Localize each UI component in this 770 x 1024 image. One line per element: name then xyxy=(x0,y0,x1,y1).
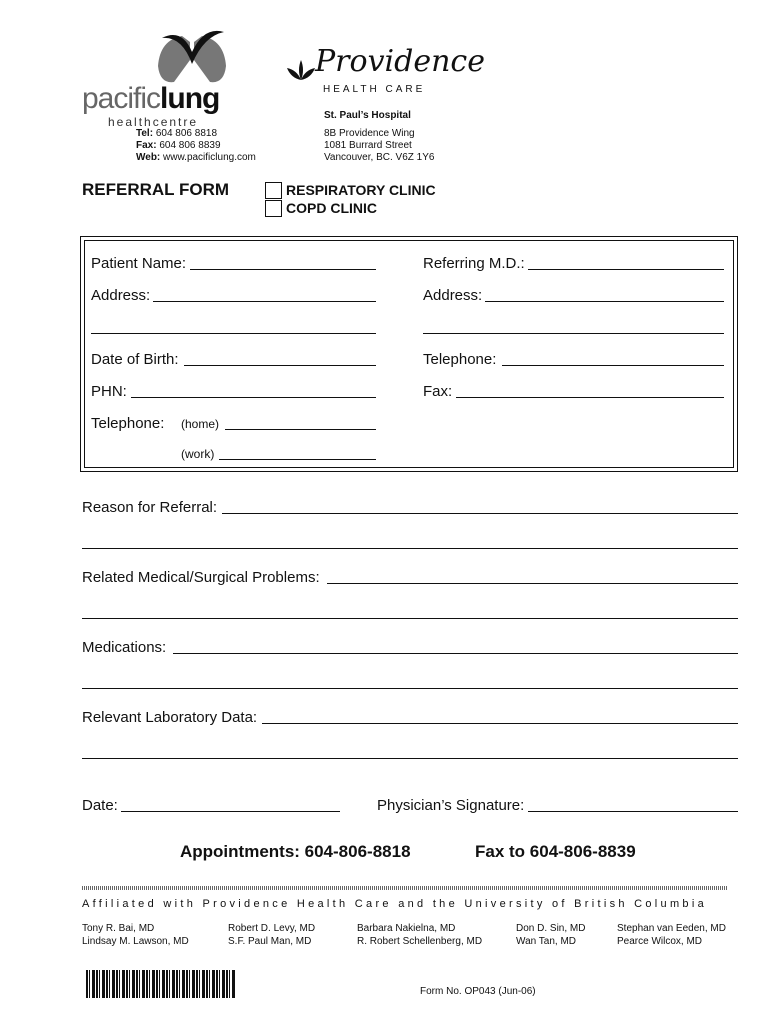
doctor-col-5 xyxy=(617,922,726,948)
doctor-name: S.F. Paul Man, MD xyxy=(228,936,312,947)
barcode xyxy=(86,970,236,998)
lab-data-line-2[interactable] xyxy=(82,758,738,759)
tel-value: 604 806 8818 xyxy=(155,128,217,139)
doctor-name: Pearce Wilcox, MD xyxy=(617,936,703,947)
address-line-3: Vancouver, BC. V6Z 1Y6 xyxy=(324,152,435,163)
footer-divider xyxy=(82,886,728,890)
patient-name-label: Patient Name: xyxy=(91,255,187,272)
respiratory-clinic-label: RESPIRATORY CLINIC xyxy=(286,182,436,198)
fax-to: Fax to 604-806-8839 xyxy=(475,842,636,861)
referrer-address-label: Address: xyxy=(423,287,483,304)
hospital-name: St. Paul’s Hospital xyxy=(324,110,411,121)
reason-field[interactable] xyxy=(222,513,738,514)
related-problems-label: Related Medical/Surgical Problems: xyxy=(82,569,320,586)
affiliation-text: Affiliated with Providence Health Care and the University of British Columbia xyxy=(82,898,708,910)
patient-address-line-2[interactable] xyxy=(91,333,376,334)
providence-sub: HEALTH CARE xyxy=(323,84,426,95)
doctor-name: Lindsay M. Lawson, MD xyxy=(82,936,189,947)
lab-data-label: Relevant Laboratory Data: xyxy=(82,709,258,726)
doctor-name: R. Robert Schellenberg, MD xyxy=(357,936,483,947)
doctor-col-4 xyxy=(516,922,585,948)
patient-telephone-label: Telephone: xyxy=(91,415,165,432)
phn-field[interactable] xyxy=(131,397,376,398)
fax-value: 604 806 8839 xyxy=(159,140,221,151)
copd-clinic-label: COPD CLINIC xyxy=(286,200,377,216)
home-phone-field[interactable] xyxy=(225,429,376,430)
referrer-telephone-label: Telephone: xyxy=(423,351,497,368)
work-label: (work) xyxy=(181,447,215,461)
referrer-address-field[interactable] xyxy=(485,301,724,302)
pacificlung-logo xyxy=(82,30,242,129)
form-title: REFERRAL FORM xyxy=(82,180,230,199)
related-problems-field[interactable] xyxy=(327,583,738,584)
home-label: (home) xyxy=(181,417,220,431)
phn-label: PHN: xyxy=(91,383,127,400)
referrer-fax-label: Fax: xyxy=(423,383,453,400)
contact-left xyxy=(136,128,256,164)
logo-sub: healthcentre xyxy=(108,115,199,129)
appointments-phone: Appointments: 604-806-8818 xyxy=(180,842,411,861)
medications-field[interactable] xyxy=(173,653,738,654)
medications-label: Medications: xyxy=(82,639,167,656)
signature-field[interactable] xyxy=(528,811,738,812)
patient-address-field[interactable] xyxy=(153,301,376,302)
web-label: Web: xyxy=(136,152,161,163)
patient-name-field[interactable] xyxy=(190,269,376,270)
doctor-name: Don D. Sin, MD xyxy=(516,923,586,934)
lotus-icon xyxy=(285,58,317,84)
signature-label: Physician’s Signature: xyxy=(377,797,525,814)
form-number: Form No. OP043 (Jun-06) xyxy=(420,986,536,997)
providence-logo xyxy=(285,40,485,100)
referrer-telephone-field[interactable] xyxy=(502,365,724,366)
doctor-name: Robert D. Levy, MD xyxy=(228,923,316,934)
copd-clinic-checkbox[interactable] xyxy=(265,200,282,217)
reason-field-line-2[interactable] xyxy=(82,548,738,549)
related-problems-line-2[interactable] xyxy=(82,618,738,619)
work-phone-field[interactable] xyxy=(219,459,376,460)
lab-data-field[interactable] xyxy=(262,723,738,724)
respiratory-clinic-checkbox[interactable] xyxy=(265,182,282,199)
address-line-2: 1081 Burrard Street xyxy=(324,140,412,151)
doctor-name: Wan Tan, MD xyxy=(516,936,577,947)
web-value[interactable]: www.pacificlung.com xyxy=(163,152,256,163)
logo-word-lung: lung xyxy=(160,82,220,115)
referrer-address-line-2[interactable] xyxy=(423,333,724,334)
referring-md-label: Referring M.D.: xyxy=(423,255,525,272)
patient-address-label: Address: xyxy=(91,287,151,304)
providence-name: Providence xyxy=(315,44,485,79)
dob-field[interactable] xyxy=(184,365,376,366)
doctor-col-1 xyxy=(82,922,189,948)
logo-word-pacific: pacific xyxy=(82,82,161,115)
dob-label: Date of Birth: xyxy=(91,351,179,368)
doctor-col-2 xyxy=(228,922,315,948)
date-field[interactable] xyxy=(121,811,340,812)
date-label: Date: xyxy=(82,797,118,814)
doctor-col-3 xyxy=(357,922,482,948)
doctor-name: Stephan van Eeden, MD xyxy=(617,923,726,934)
referrer-fax-field[interactable] xyxy=(456,397,724,398)
reason-label: Reason for Referral: xyxy=(82,499,218,516)
lungs-icon xyxy=(152,30,232,86)
address-line-1: 8B Providence Wing xyxy=(324,128,415,139)
contact-right xyxy=(324,128,434,164)
doctor-name: Tony R. Bai, MD xyxy=(82,923,155,934)
medications-line-2[interactable] xyxy=(82,688,738,689)
fax-label: Fax: xyxy=(136,140,157,151)
doctor-name: Barbara Nakielna, MD xyxy=(357,923,456,934)
referring-md-field[interactable] xyxy=(528,269,724,270)
tel-label: Tel: xyxy=(136,128,154,139)
